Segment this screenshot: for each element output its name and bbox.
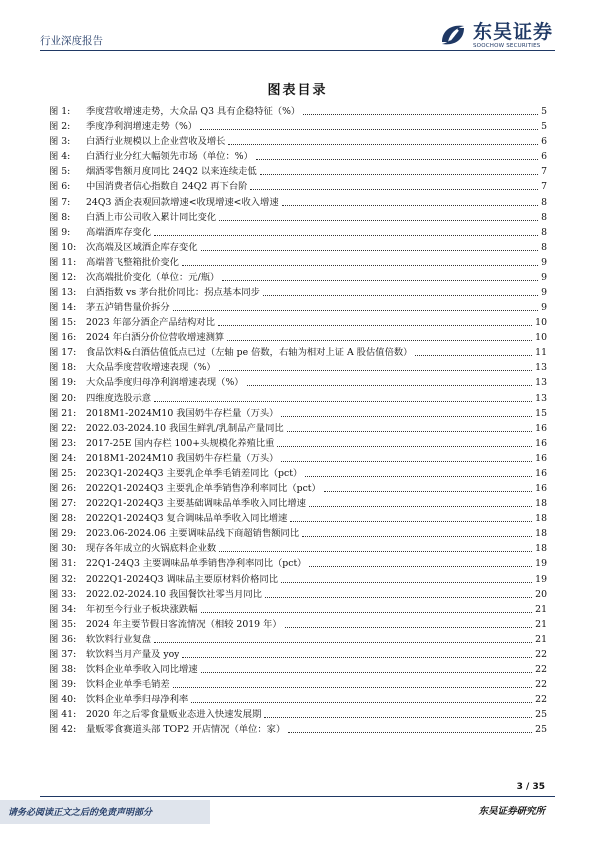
toc-entry-page: 15 xyxy=(535,407,547,419)
toc-entry[interactable] xyxy=(49,646,547,661)
toc-entry-title: 软饮料行业复盘 xyxy=(86,633,152,645)
logo-chinese-name: 东吴证券 xyxy=(472,20,553,43)
toc-entry[interactable] xyxy=(49,103,547,118)
toc-entry-title: 22Q1-24Q3 主要调味品单季销售净利率同比（pct） xyxy=(86,558,307,570)
toc-entry-leader xyxy=(281,582,532,583)
toc-entry[interactable] xyxy=(49,314,547,329)
toc-entry-title: 高端普飞整箱批价变化 xyxy=(86,256,179,268)
toc-entry-leader xyxy=(309,506,532,507)
toc-entry-number: 图 41: xyxy=(49,709,77,721)
toc-entry[interactable] xyxy=(49,450,547,465)
toc-entry[interactable] xyxy=(49,706,547,721)
toc-entry-leader xyxy=(200,129,538,130)
toc-entry-title: 2023 年部分酒企产品结构对比 xyxy=(86,317,215,329)
toc-entry-title: 年初至今行业子板块涨跌幅 xyxy=(86,603,198,615)
toc-entry-number: 图 40: xyxy=(49,694,77,706)
toc-entry-page: 22 xyxy=(535,648,547,660)
report-type-label: 行业深度报告 xyxy=(40,35,103,47)
toc-entry-page: 9 xyxy=(541,256,547,268)
toc-entry[interactable] xyxy=(49,148,547,163)
toc-entry-leader xyxy=(154,235,538,236)
toc-entry-leader xyxy=(265,597,532,598)
toc-entry[interactable] xyxy=(49,374,547,389)
toc-entry-title: 白酒指数 vs 茅台批价同比：拐点基本同步 xyxy=(86,287,260,299)
toc-entry-title: 中国消费者信心指数自 24Q2 再下台阶 xyxy=(86,181,248,193)
toc-entry-number: 图 1: xyxy=(49,106,71,118)
toc-entry[interactable] xyxy=(49,676,547,691)
toc-entry-page: 16 xyxy=(535,467,547,479)
toc-entry-page: 9 xyxy=(541,287,547,299)
toc-entry-page: 7 xyxy=(541,166,547,178)
toc-entry-leader xyxy=(222,280,538,281)
toc-entry-title: 饮料企业单季归母净利率 xyxy=(86,694,189,706)
toc-entry[interactable] xyxy=(49,299,547,314)
toc-entry[interactable] xyxy=(49,616,547,631)
toc-entry-title: 食品饮料&白酒估值低点已过（左轴 pe 倍数，右轴为相对上证 A 股估值倍数） xyxy=(86,347,413,359)
toc-entry-number: 图 16: xyxy=(49,332,77,344)
toc-entry-number: 图 10: xyxy=(49,241,77,253)
toc-entry-title: 大众品季度营收增速表现（%） xyxy=(86,362,216,374)
toc-entry-leader xyxy=(264,717,532,718)
toc-entry-title: 四维度选股示意 xyxy=(86,392,152,404)
toc-entry-leader xyxy=(182,657,532,658)
toc-entry-number: 图 35: xyxy=(49,618,77,630)
toc-entry-number: 图 37: xyxy=(49,648,77,660)
toc-entry-number: 图 28: xyxy=(49,513,77,525)
toc-entry-page: 8 xyxy=(541,226,547,238)
toc-entry[interactable] xyxy=(49,118,547,133)
toc-entry-page: 18 xyxy=(535,528,547,540)
toc-entry[interactable] xyxy=(49,691,547,706)
toc-entry-number: 图 33: xyxy=(49,588,77,600)
toc-entry[interactable] xyxy=(49,540,547,555)
toc-entry[interactable] xyxy=(49,163,547,178)
toc-entry-title: 白酒行业分红大幅领先市场（单位：%） xyxy=(86,151,253,163)
header-divider xyxy=(40,50,555,51)
toc-entry-page: 21 xyxy=(535,633,547,645)
toc-entry-title: 季度净利润增速走势（%） xyxy=(86,121,198,133)
footer-divider xyxy=(40,796,555,797)
toc-entry-page: 22 xyxy=(535,694,547,706)
toc-entry-page: 5 xyxy=(541,121,547,133)
toc-entry-page: 8 xyxy=(541,241,547,253)
toc-entry-title: 2024 年白酒分价位营收增速测算 xyxy=(86,332,225,344)
toc-entry-page: 13 xyxy=(535,377,547,389)
toc-entry-leader xyxy=(201,250,539,251)
toc-entry-page: 11 xyxy=(535,347,547,359)
toc-entry-number: 图 21: xyxy=(49,407,77,419)
toc-entry-title: 2022Q1-2024Q3 主要基础调味品单季收入同比增速 xyxy=(86,498,306,510)
toc-entry-number: 图 11: xyxy=(49,256,77,268)
toc-entry[interactable] xyxy=(49,178,547,193)
toc-entry-leader xyxy=(154,642,532,643)
toc-entry-number: 图 26: xyxy=(49,483,77,495)
toc-entry-number: 图 42: xyxy=(49,724,77,736)
toc-entry-page: 19 xyxy=(535,558,547,570)
toc-entry-leader xyxy=(247,385,533,386)
toc-entry-number: 图 29: xyxy=(49,528,77,540)
toc-entry[interactable] xyxy=(49,284,547,299)
toc-entry-number: 图 3: xyxy=(49,136,71,148)
toc-entry-leader xyxy=(227,340,532,341)
toc-entry-leader xyxy=(250,189,538,190)
toc-entry-number: 图 24: xyxy=(49,452,77,464)
toc-entry-leader xyxy=(219,220,538,221)
toc-entry[interactable] xyxy=(49,465,547,480)
toc-entry[interactable] xyxy=(49,209,547,224)
toc-entry-title: 量贩零食赛道头部 TOP2 开店情况（单位：家） xyxy=(86,724,286,736)
toc-entry[interactable] xyxy=(49,239,547,254)
toc-entry[interactable] xyxy=(49,601,547,616)
toc-entry-leader xyxy=(228,144,538,145)
company-logo xyxy=(438,20,553,50)
toc-entry-number: 图 2: xyxy=(49,121,71,133)
page-number: 3 / 35 xyxy=(516,782,545,792)
toc-entry-page: 10 xyxy=(535,332,547,344)
toc-entry-title: 白酒行业规模以上企业营收及增长 xyxy=(86,136,226,148)
toc-entry-leader xyxy=(154,401,532,402)
toc-entry-leader xyxy=(201,612,533,613)
toc-entry-leader xyxy=(302,536,532,537)
toc-entry-number: 图 6: xyxy=(49,181,71,193)
toc-entry-page: 18 xyxy=(535,543,547,555)
toc-entry-number: 图 12: xyxy=(49,271,77,283)
toc-entry[interactable] xyxy=(49,359,547,374)
toc-entry-page: 18 xyxy=(535,498,547,510)
toc-entry-number: 图 19: xyxy=(49,377,77,389)
toc-entry[interactable] xyxy=(49,420,547,435)
toc-entry[interactable] xyxy=(49,631,547,646)
toc-entry-title: 2017-25E 国内存栏 100+头规模化养殖比重 xyxy=(86,437,275,449)
toc-title: 图表目录 xyxy=(267,83,328,98)
toc-entry-number: 图 20: xyxy=(49,392,77,404)
toc-entry[interactable] xyxy=(49,269,547,284)
disclaimer-banner xyxy=(0,800,210,824)
toc-entry-page: 21 xyxy=(535,618,547,630)
toc-entry-leader xyxy=(182,265,538,266)
toc-entry-title: 次高端批价变化（单位：元/瓶） xyxy=(86,271,220,283)
toc-entry[interactable] xyxy=(49,480,547,495)
toc-entry[interactable] xyxy=(49,405,547,420)
toc-list xyxy=(49,103,547,736)
toc-entry-title: 2023.06-2024.06 主要调味品线下商超销售额同比 xyxy=(86,528,300,540)
toc-entry-title: 2018M1-2024M10 我国奶牛存栏量（万头） xyxy=(86,407,279,419)
toc-entry-title: 2024 年主要节假日客流情况（相较 2019 年） xyxy=(86,618,282,630)
toc-entry-number: 图 15: xyxy=(49,317,77,329)
toc-entry-page: 9 xyxy=(541,302,547,314)
toc-entry-page: 19 xyxy=(535,573,547,585)
toc-entry-leader xyxy=(415,355,532,356)
toc-entry-number: 图 22: xyxy=(49,422,77,434)
toc-entry-leader xyxy=(277,446,532,447)
toc-entry[interactable] xyxy=(49,329,547,344)
toc-entry-page: 16 xyxy=(535,422,547,434)
toc-entry-number: 图 5: xyxy=(49,166,71,178)
toc-entry-title: 2022.02-2024.10 我国餐饮社零当月同比 xyxy=(86,588,262,600)
toc-entry-number: 图 32: xyxy=(49,573,77,585)
toc-entry[interactable] xyxy=(49,661,547,676)
toc-entry-number: 图 4: xyxy=(49,151,71,163)
toc-entry-number: 图 9: xyxy=(49,226,71,238)
toc-entry[interactable] xyxy=(49,495,547,510)
toc-entry-leader xyxy=(263,295,538,296)
toc-entry-page: 6 xyxy=(541,151,547,163)
toc-entry-page: 13 xyxy=(535,392,547,404)
page-header xyxy=(0,0,595,56)
toc-entry-title: 现存各年成立的火锅底料企业数 xyxy=(86,543,217,555)
toc-entry-title: 2022Q1-2024Q3 调味品主要原材料价格同比 xyxy=(86,573,279,585)
toc-entry-number: 图 23: xyxy=(49,437,77,449)
toc-entry-number: 图 36: xyxy=(49,633,77,645)
toc-entry-title: 高端酒库存变化 xyxy=(86,226,152,238)
toc-entry[interactable] xyxy=(49,389,547,404)
toc-entry-title: 次高端及区域酒企库存变化 xyxy=(86,241,198,253)
toc-entry[interactable] xyxy=(49,721,547,736)
logo-english-name: SOOCHOW SECURITIES xyxy=(472,42,541,49)
toc-entry-title: 24Q3 酒企表观回款增速<收现增速<收入增速 xyxy=(86,196,279,208)
toc-entry-number: 图 18: xyxy=(49,362,77,374)
toc-entry-title: 茅五泸销售量价拆分 xyxy=(86,302,170,314)
toc-entry-title: 饮料企业单季毛销差 xyxy=(86,679,170,691)
toc-entry-title: 白酒上市公司收入累计同比变化 xyxy=(86,211,217,223)
toc-entry-leader xyxy=(305,476,532,477)
toc-entry-number: 图 30: xyxy=(49,543,77,555)
toc-entry-page: 6 xyxy=(541,136,547,148)
toc-entry-page: 5 xyxy=(541,106,547,118)
toc-entry-page: 20 xyxy=(535,588,547,600)
toc-entry-page: 21 xyxy=(535,603,547,615)
toc-entry-number: 图 7: xyxy=(49,196,71,208)
toc-entry-number: 图 14: xyxy=(49,302,77,314)
toc-entry-leader xyxy=(309,566,532,567)
toc-entry-leader xyxy=(219,551,532,552)
toc-entry-leader xyxy=(282,205,538,206)
toc-entry-page: 8 xyxy=(541,211,547,223)
toc-entry-title: 2022Q1-2024Q3 主要乳企单季销售净利率同比（pct） xyxy=(86,483,321,495)
toc-entry-page: 18 xyxy=(535,513,547,525)
toc-entry-number: 图 31: xyxy=(49,558,77,570)
toc-entry-page: 25 xyxy=(535,724,547,736)
toc-entry-leader xyxy=(173,310,538,311)
toc-entry-leader xyxy=(201,672,533,673)
toc-entry[interactable] xyxy=(49,555,547,570)
toc-entry-page: 16 xyxy=(535,452,547,464)
toc-entry[interactable] xyxy=(49,254,547,269)
toc-entry-leader xyxy=(281,416,532,417)
toc-entry[interactable] xyxy=(49,344,547,359)
toc-entry-title: 软饮料当月产量及 yoy xyxy=(86,648,180,660)
toc-entry-page: 10 xyxy=(535,317,547,329)
toc-entry-number: 图 17: xyxy=(49,347,77,359)
toc-entry-leader xyxy=(288,732,532,733)
toc-entry-leader xyxy=(281,461,532,462)
toc-entry[interactable] xyxy=(49,435,547,450)
toc-entry-page: 22 xyxy=(535,679,547,691)
toc-entry-page: 9 xyxy=(541,271,547,283)
toc-entry-leader xyxy=(324,491,532,492)
toc-entry-number: 图 13: xyxy=(49,287,77,299)
toc-entry-title: 烟酒零售额月度同比 24Q2 以来连续走低 xyxy=(86,166,257,178)
toc-entry-leader xyxy=(285,627,533,628)
toc-entry-title: 2018M1-2024M10 我国奶牛存栏量（万头） xyxy=(86,452,279,464)
toc-entry-number: 图 8: xyxy=(49,211,71,223)
toc-entry-title: 饮料企业单季收入同比增速 xyxy=(86,663,198,675)
toc-entry[interactable] xyxy=(49,570,547,585)
institute-name: 东吴证券研究所 xyxy=(478,806,545,817)
logo-mark-icon xyxy=(438,20,468,50)
toc-entry-page: 25 xyxy=(535,709,547,721)
toc-entry-leader xyxy=(256,159,538,160)
disclaimer-text: 请务必阅读正文之后的免责声明部分 xyxy=(8,808,153,818)
toc-entry-number: 图 27: xyxy=(49,498,77,510)
toc-entry-number: 图 38: xyxy=(49,663,77,675)
toc-entry-title: 2023Q1-2024Q3 主要乳企单季毛销差同比（pct） xyxy=(86,467,303,479)
toc-entry-leader xyxy=(303,114,538,115)
toc-entry[interactable] xyxy=(49,224,547,239)
toc-entry-title: 2022.03-2024.10 我国生鲜乳/乳制品产量同比 xyxy=(86,422,284,434)
toc-entry[interactable] xyxy=(49,193,547,208)
toc-entry[interactable] xyxy=(49,510,547,525)
toc-entry-title: 2022Q1-2024Q3 复合调味品单季收入同比增速 xyxy=(86,513,288,525)
toc-entry-page: 16 xyxy=(535,483,547,495)
toc-entry-title: 大众品季度归母净利润增速表现（%） xyxy=(86,377,244,389)
toc-entry[interactable] xyxy=(49,133,547,148)
toc-entry-page: 13 xyxy=(535,362,547,374)
toc-entry-page: 7 xyxy=(541,181,547,193)
toc-entry-number: 图 34: xyxy=(49,603,77,615)
toc-entry-leader xyxy=(218,325,532,326)
toc-entry-title: 季度营收增速走势，大众品 Q3 具有企稳特征（%） xyxy=(86,106,301,118)
toc-entry-title: 2020 年之后零食量贩业态进入快速发展期 xyxy=(86,709,262,721)
toc-entry[interactable] xyxy=(49,525,547,540)
toc-entry-leader xyxy=(287,431,532,432)
toc-entry[interactable] xyxy=(49,586,547,601)
toc-entry-leader xyxy=(173,687,532,688)
toc-entry-number: 图 25: xyxy=(49,467,77,479)
toc-entry-page: 16 xyxy=(535,437,547,449)
toc-entry-leader xyxy=(290,521,532,522)
toc-entry-leader xyxy=(260,174,538,175)
toc-entry-leader xyxy=(191,702,532,703)
toc-entry-page: 8 xyxy=(541,196,547,208)
toc-entry-number: 图 39: xyxy=(49,679,77,691)
toc-entry-leader xyxy=(219,370,532,371)
toc-entry-page: 22 xyxy=(535,663,547,675)
